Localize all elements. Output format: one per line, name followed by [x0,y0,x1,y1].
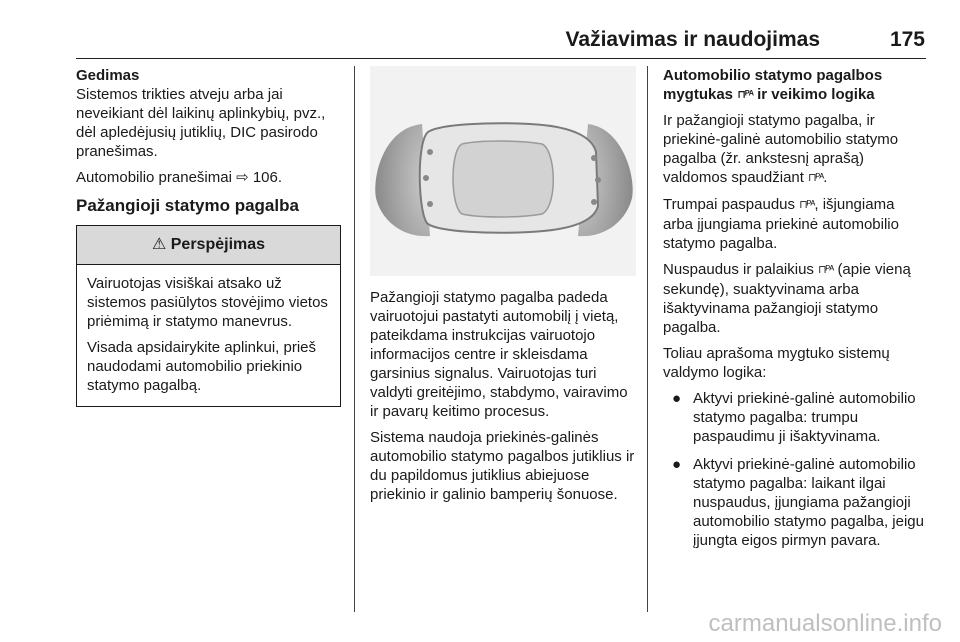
middle-paragraph: Sistema naudoja priekinės-galinės automobilio statymo pagalbos jutiklius ir du papildomus jutiklius abiejuose priekinio ir galinio bamperių šonuose. [370,429,635,503]
paragraph-text: . [823,169,828,186]
middle-paragraph: Pažangioji statymo pagalba padeda vairuotojui pastatyti automobilį į vietą, pateikdama instrukcijas vairuotojo informacijos centre ir skleisdama garsinius signalus. Vairuotojas turi valdyti greitėjimo, stabdymo, vairavimo ir pavarų keitimo procesus. [370,289,628,420]
right-paragraph [663,195,928,253]
header-rule [76,58,926,59]
heading-text: ir veikimo logika [757,86,875,103]
park-assist-button-icon: ⊓ᴾᴬ [808,172,824,184]
watermark: carmanualsonline.info [708,610,942,637]
car-roof [453,141,553,217]
page-reference-arrow-icon: ⇨ [236,169,249,186]
button-logic-heading [663,66,928,105]
paragraph-text: , išjungiama arba įjungiama priekinė automobilio statymo pagalba. [663,196,899,252]
button-logic-list [663,389,928,550]
warning-paragraph: Vairuotojas visiškai atsako už sistemos pasiūlytos stovėjimo vietos priėmimą ir statymo manevrus. [87,275,328,330]
warning-box [76,225,341,407]
column-divider-left [354,66,355,612]
park-assist-button-icon: ⊓ᴾᴬ [799,199,815,211]
list-item-text: Aktyvi priekinė-galinė automobilio statymo pagalba: laikant ilgai nuspaudus, įjungiama pažangioji automobilio statymo pagalba, jeigu įjungta eigos pirmyn pavara. [693,456,924,549]
car-top-view-sensor-image [370,66,636,276]
page-reference-link[interactable]: 106. [252,169,283,186]
middle-column [370,66,636,511]
right-paragraph: Toliau aprašoma mygtuko sistemų valdymo logika: [663,345,890,381]
paragraph-text: (apie vieną sekundę), suaktyvinama arba išaktyvinama pažangioji statymo pagalba. [663,261,911,336]
paragraph-text: Nuspaudus ir palaikius [663,261,814,278]
right-paragraph [663,260,928,337]
list-item [663,455,928,550]
list-item-text: Aktyvi priekinė-galinė automobilio statymo pagalba: trumpu paspaudimu ji išaktyvinama. [693,390,916,445]
section-heading-advanced-park-assist: Pažangioji statymo pagalba [76,196,299,215]
vehicle-messages-text: Automobilio pranešimai [76,169,232,186]
gedimas-text: Sistemos trikties atveju arba jai neveikiant dėl laikinų aplinkybių, pvz., dėl apledėjusių jutiklių, DIC pasirodo pranešimas. [76,86,326,160]
park-assist-button-icon: ⊓ᴾᴬ [737,89,753,101]
page-number: 175 [889,28,925,51]
park-assist-button-icon: ⊓ᴾᴬ [818,264,834,276]
gedimas-heading: Gedimas [76,67,140,84]
paragraph-text: Ir pažangioji statymo pagalba, ir priekinė-galinė automobilio statymo pagalba (žr. ankstesnį aprašą) valdomos spaudžiant [663,112,899,186]
paragraph-text: Trumpai paspaudus [663,196,796,213]
warning-triangle-icon: ⚠ [151,236,167,253]
heading-text: Automobilio statymo pagalbos mygtukas [663,67,883,103]
bullet-icon: ● [672,456,682,473]
warning-header [77,226,340,265]
column-divider-right [647,66,648,612]
right-paragraph [663,111,928,188]
list-item [663,389,928,446]
warning-paragraph: Visada apsidairykite aplinkui, prieš naudodami automobilio priekinio statymo pagalbą. [87,339,317,394]
warning-title: Perspėjimas [170,236,266,253]
parking-sensor-illustration [370,66,636,276]
page-header-title: Važiavimas ir naudojimas [565,28,820,51]
left-column [76,66,341,407]
right-column [663,66,928,559]
warning-body [77,265,340,406]
vehicle-messages-reference [76,168,341,187]
bullet-icon: ● [672,390,682,407]
